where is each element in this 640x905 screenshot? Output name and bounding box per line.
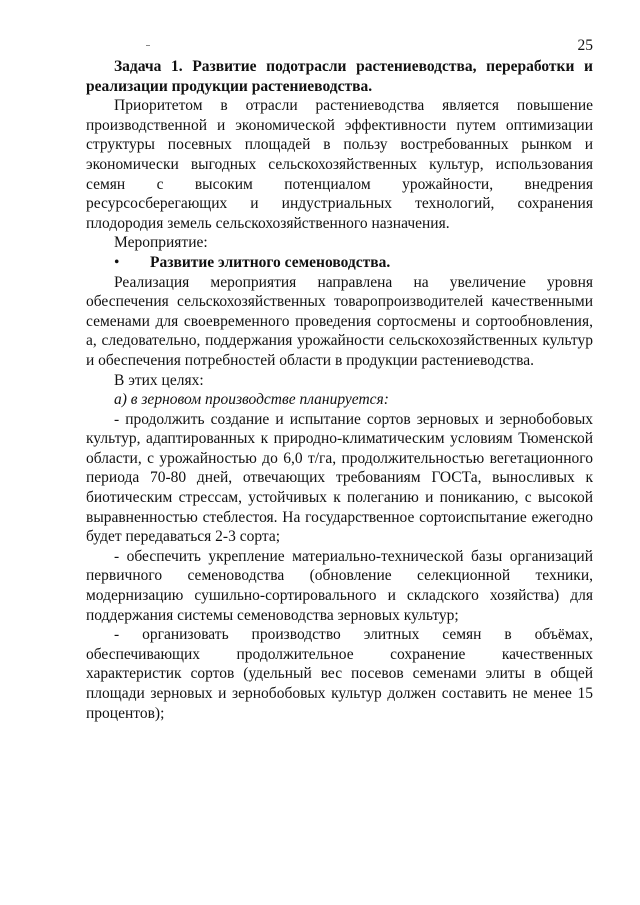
- list-item: - обеспечить укрепление материально-технической базы организаций первичного семеноводства (обновление селекционной техники, модернизацию сушильно-сортировального и складского хозяйства) для поддержания системы семеноводства зерновых культур;: [86, 547, 593, 624]
- list-item: - продолжить создание и испытание сортов зерновых и зернобобовых культур, адаптированных к природно-климатическим условиям Тюменской области, с урожайностью до 6,0 т/га, продолжительностью вегетационного периода 70-80 дней, отвечающих требованиям ГОСТа, выносливых к биотическим стрессам, устойчивых к полеганию и пониканию, с высокой выравненностью стеблестоя. На государственное сортоиспытание ежегодно будет передаваться 2-3 сорта;: [86, 410, 593, 546]
- bullet-icon: •: [114, 253, 120, 271]
- grain-subheading: [86, 390, 593, 410]
- bullet-item-elite-seeds: [86, 253, 593, 273]
- document-body: [86, 57, 593, 723]
- implementation-paragraph: Реализация мероприятия направлена на увеличение уровня обеспечения сельскохозяйственных товаропроизводителей качественными семенами для своевременного проведения сортосмены и сортообновления, а, следовательно, поддержания урожайности сельскохозяйственных культур и обеспечения потребностей области в продукции растениеводства.: [86, 273, 593, 369]
- scan-speck: [146, 45, 150, 46]
- measure-label: Мероприятие:: [114, 234, 208, 252]
- page-number: 25: [577, 37, 593, 54]
- task-heading: Задача 1. Развитие подотрасли растениеводства, переработки и реализации продукции растениеводства.: [86, 58, 593, 95]
- intro-paragraph: Приоритетом в отрасли растениеводства является повышение производственной и экономической эффективности путем оптимизации структуры посевных площадей в пользу востребованных рынком и экономически выгодных сельскохозяйственных культур, использования семян с высоким потенциалом урожайности, внедрения ресурсосберегающих и индустриальных технологий, сохранения плодородия земель сельскохозяйственного назначения.: [86, 97, 593, 232]
- bullet-title: Развитие элитного семеноводства.: [150, 253, 391, 271]
- grain-italic-text: а) в зерновом производстве: [114, 391, 296, 409]
- grain-rest-text: планируется:: [295, 391, 389, 409]
- list-item: - организовать производство элитных семян в объёмах, обеспечивающих продолжительное сохранение качественных характеристик сортов (удельный вес посевов семенами элиты в общей площади зерновых и зернобобовых культур должен составить не менее 15 процентов);: [86, 626, 593, 722]
- goals-label: В этих целях:: [114, 371, 204, 389]
